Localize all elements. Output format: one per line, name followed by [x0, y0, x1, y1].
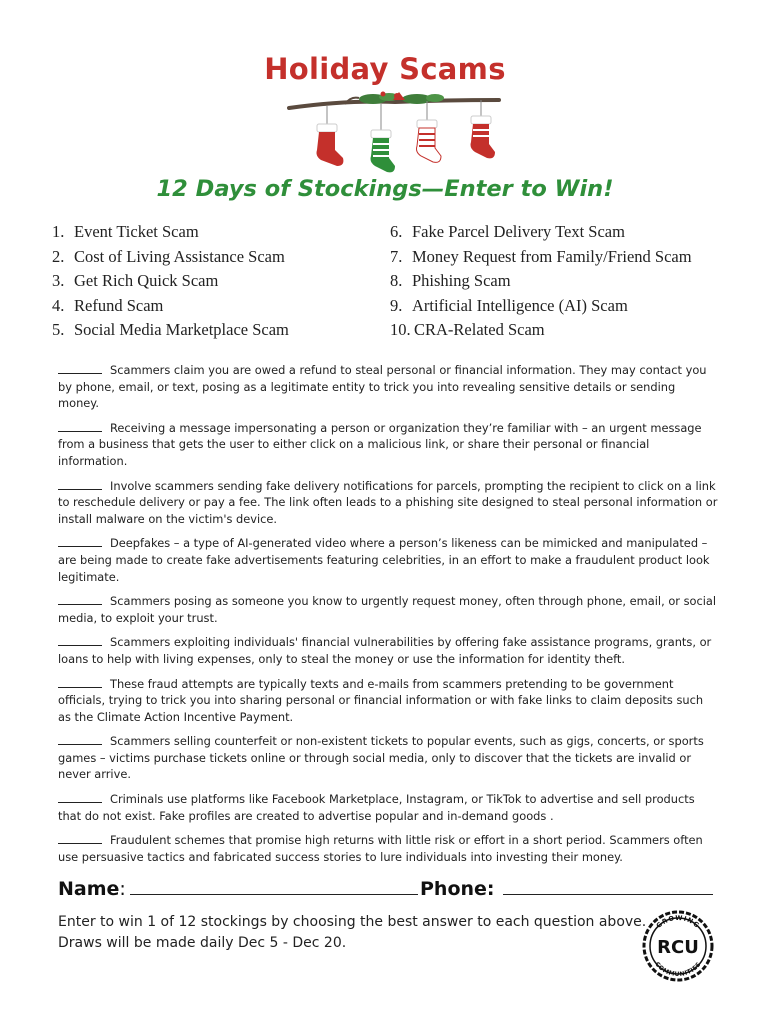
- footer-instructions: [58, 912, 658, 954]
- answer-blank[interactable]: [58, 791, 102, 803]
- question-item: Scammers selling counterfeit or non-existent tickets to popular events, such as gigs, concerts, or sports games – victims purchase tickets online or through social media, only to discover that the tickets are invalid or never arrive.: [58, 734, 704, 782]
- answer-blank[interactable]: [58, 634, 102, 646]
- question-item: Deepfakes – a type of AI-generated video where a person’s likeness can be mimicked and manipulated – are being made to create fake advertisements featuring celebrities, in an effort to make a fraudulent product look legitimate.: [58, 536, 710, 584]
- list-item: 2. Cost of Living Assistance Scam: [52, 246, 285, 266]
- answer-blank[interactable]: [58, 420, 102, 432]
- answer-blank[interactable]: [58, 733, 102, 745]
- question-list: [58, 362, 718, 873]
- question-item: Receiving a message impersonating a person or organization they’re familiar with – an urgent message from a business that gets the user to either click on a malicious link, or share their personal or financial information.: [58, 420, 702, 468]
- answer-blank[interactable]: [58, 362, 102, 374]
- question-item: Fraudulent schemes that promise high returns with little risk or effort in a short period. Scammers often use persuasive tactics and fabricated success stories to lure individuals into investing their money.: [58, 833, 703, 864]
- list-item: 8. Phishing Scam: [390, 271, 511, 290]
- phone-field[interactable]: [503, 878, 713, 895]
- stocking-icon: [317, 106, 344, 166]
- scam-list-right: [390, 220, 692, 343]
- page-subtitle: 12 Days of Stockings—Enter to Win!: [156, 176, 614, 202]
- question-item: Scammers claim you are owed a refund to steal personal or financial information. They may contact you by phone, email, or text, posing as a legitimate entity to trick you into revealing sensitive details or sending money.: [58, 363, 707, 411]
- answer-blank[interactable]: [58, 478, 102, 490]
- christmas-stockings-illustration: [285, 86, 505, 176]
- page-title: Holiday Scams: [264, 52, 506, 86]
- answer-blank[interactable]: [58, 593, 102, 605]
- list-item: 9. Artificial Intelligence (AI) Scam: [390, 295, 628, 315]
- list-item: 3. Get Rich Quick Scam: [52, 271, 219, 290]
- phone-field-group: [420, 878, 713, 900]
- rcu-logo: [640, 908, 716, 984]
- name-label: Name: [58, 878, 120, 900]
- answer-blank[interactable]: [58, 535, 102, 547]
- answer-blank[interactable]: [58, 676, 102, 688]
- question-item: These fraud attempts are typically texts and e-mails from scammers pretending to be government officials, trying to trick you into sharing personal or financial information or with fake links to claim deposits such as the Climate Action Incentive Payment.: [58, 676, 704, 724]
- svg-text:COMMUNITIES: COMMUNITIES: [653, 960, 703, 979]
- footer-line: Enter to win 1 of 12 stockings by choosing the best answer to each question above.: [58, 914, 647, 930]
- stocking-icon: [417, 101, 442, 162]
- svg-text:GROWING: GROWING: [654, 913, 702, 930]
- entry-form: [58, 878, 718, 908]
- stocking-icon: [471, 100, 496, 158]
- question-item: Criminals use platforms like Facebook Marketplace, Instagram, or TikTok to advertise and sell products that do not exist. Fake profiles are created to advertise popular and in-demand goods .: [58, 792, 695, 823]
- list-item: 4. Refund Scam: [52, 295, 164, 315]
- logo-text: RCU: [657, 937, 699, 958]
- branch-icon: [289, 92, 499, 109]
- list-item: 5. Social Media Marketplace Scam: [52, 320, 289, 339]
- phone-label: Phone:: [420, 878, 495, 900]
- list-item: 1. Event Ticket Scam: [52, 222, 199, 241]
- scam-list-left: [52, 220, 289, 343]
- footer-line: Draws will be made daily Dec 5 - Dec 20.: [58, 935, 347, 951]
- name-field[interactable]: [130, 878, 418, 895]
- name-field-group: Name:: [58, 878, 418, 900]
- list-item: 10. CRA-Related Scam: [390, 320, 545, 339]
- question-item: Scammers exploiting individuals' financial vulnerabilities by offering fake assistance programs, grants, or loans to help with living expenses, only to steal the money or use the information for identity theft.: [58, 635, 712, 666]
- question-item: Scammers posing as someone you know to urgently request money, often through phone, email, or social media, to exploit your trust.: [58, 594, 717, 625]
- list-item: 7. Money Request from Family/Friend Scam: [390, 246, 692, 266]
- list-item: 6. Fake Parcel Delivery Text Scam: [390, 222, 625, 241]
- stocking-icon: [371, 104, 396, 172]
- question-item: Involve scammers sending fake delivery notifications for parcels, prompting the recipient to click on a link to reschedule delivery or pay a fee. The link often leads to a phishing site designed to steal personal information or install malware on the victim's device.: [58, 478, 718, 526]
- answer-blank[interactable]: [58, 832, 102, 844]
